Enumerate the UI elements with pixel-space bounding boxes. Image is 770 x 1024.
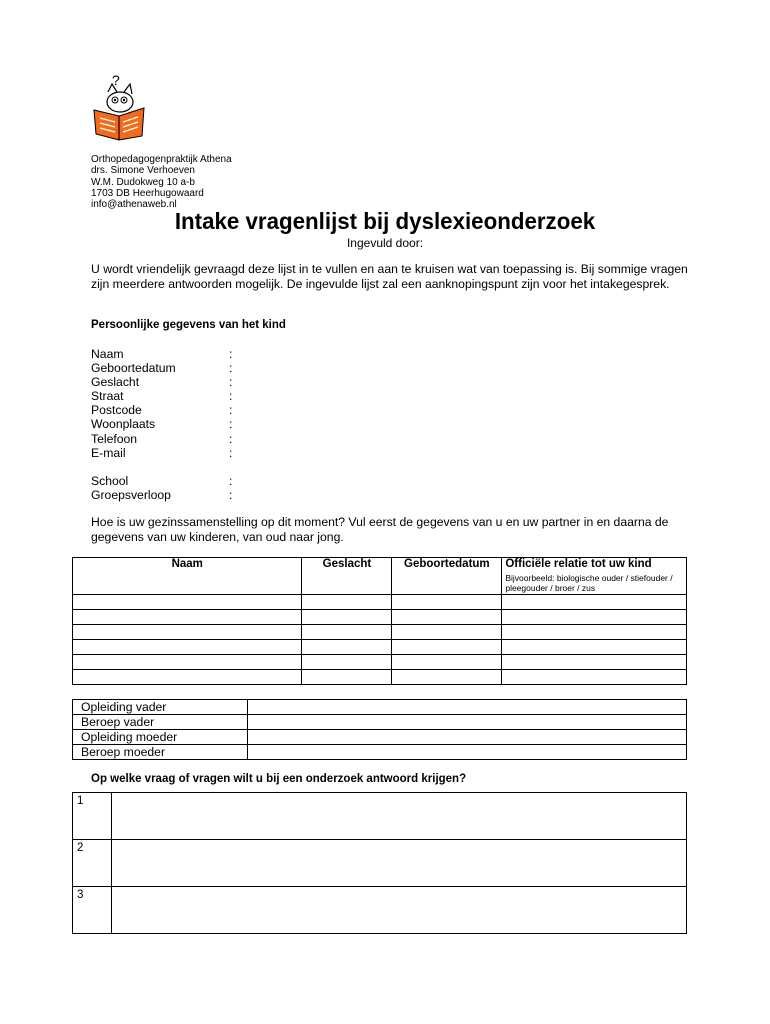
research-questions-heading: Op welke vraag of vragen wilt u bij een onderzoek antwoord krijgen? [91,773,467,785]
col-header-relatie-label: Officiële relatie tot uw kind [505,558,652,570]
col-header-naam: Naam [73,558,302,595]
org-contact-person: drs. Simone Verhoeven [91,165,195,177]
table-cell[interactable] [502,625,687,640]
personal-details-list [91,347,251,502]
table-cell[interactable] [73,640,302,655]
field-postcode[interactable]: Postcode : [91,403,233,418]
field-telefoon[interactable]: Telefoon : [91,431,233,446]
question-answer-field[interactable] [112,793,687,840]
field-geslacht[interactable]: Geslacht : [91,375,233,390]
table-cell[interactable] [502,640,687,655]
athena-logo-icon [90,72,148,142]
field-groepsverloop[interactable]: Groepsverloop : [91,487,233,502]
table-row [73,670,687,685]
col-header-geslacht: Geslacht [302,558,392,595]
org-email: info@athenaweb.nl [91,199,177,211]
table-cell[interactable] [73,610,302,625]
table-row [73,715,687,730]
beroep-moeder-label: Beroep moeder [73,745,248,760]
table-cell[interactable] [302,670,392,685]
table-cell[interactable] [392,625,502,640]
table-row [73,793,687,840]
opleiding-moeder-label: Opleiding moeder [73,730,248,745]
page-title: Intake vragenlijst bij dyslexieonderzoek [174,208,596,234]
table-row [73,840,687,887]
table-cell[interactable] [302,655,392,670]
relation-example-text: Bijvoorbeeld: biologische ouder / stiefouder / pleegouder / broer / zus [505,573,673,593]
field-school[interactable]: School : [91,473,233,488]
table-row [73,625,687,640]
filled-in-by-label: Ingevuld door: [346,236,424,250]
beroep-moeder-input[interactable] [248,745,687,760]
beroep-vader-label: Beroep vader [73,715,248,730]
opleiding-vader-input[interactable] [248,700,687,715]
question-answer-field[interactable] [112,840,687,887]
field-straat[interactable]: Straat : [91,389,233,404]
research-questions-table [72,792,687,934]
table-row [73,730,687,745]
table-row [73,887,687,934]
family-table [72,557,687,685]
field-spacer [91,460,251,474]
table-row [73,595,687,610]
table-cell[interactable] [392,610,502,625]
personal-details-heading: Persoonlijke gegevens van het kind [91,319,286,331]
organization-address [91,154,232,210]
table-row [73,640,687,655]
question-number: 2 [73,840,112,887]
table-cell[interactable] [73,655,302,670]
table-row [73,655,687,670]
org-name: Orthopedagogenpraktijk Athena [91,154,232,165]
field-naam[interactable]: Naam : [91,347,233,361]
table-cell[interactable] [502,655,687,670]
table-cell[interactable] [302,595,392,610]
family-composition-question: Hoe is uw gezinssamenstelling op dit moment? Vul eerst de gegevens van u en uw partner in en daarna de gegevens van uw kinderen, van oud naar jong. [91,515,669,544]
field-geboortedatum[interactable]: Geboortedatum : [91,361,233,376]
table-cell[interactable] [73,625,302,640]
table-row [73,700,687,715]
question-answer-field[interactable] [112,887,687,934]
table-cell[interactable] [392,595,502,610]
table-row [73,745,687,760]
question-number: 1 [73,793,112,840]
table-cell[interactable] [73,595,302,610]
beroep-vader-input[interactable] [248,715,687,730]
table-cell[interactable] [392,670,502,685]
family-table-header [73,558,687,595]
opleiding-moeder-input[interactable] [248,730,687,745]
table-cell[interactable] [302,625,392,640]
field-woonplaats[interactable]: Woonplaats : [91,417,233,432]
parents-education-table [72,699,687,760]
table-cell[interactable] [502,610,687,625]
table-cell[interactable] [392,640,502,655]
col-header-geboortedatum: Geboortedatum [392,558,502,595]
question-number: 3 [73,887,112,934]
table-cell[interactable] [392,655,502,670]
field-email[interactable]: E-mail : [91,445,233,460]
opleiding-vader-label: Opleiding vader [73,700,248,715]
org-street: W.M. Dudokweg 10 a-b [91,176,195,188]
table-cell[interactable] [73,670,302,685]
table-cell[interactable] [502,670,687,685]
svg-text:?: ? [112,72,120,88]
table-row [73,610,687,625]
table-cell[interactable] [302,640,392,655]
intro-text: U wordt vriendelijk gevraagd deze lijst in te vullen en aan te kruisen wat van toepassing is. Bij sommige vragen zijn meerdere antwoorden mogelijk. De ingevulde lijst zal een aanknopingspunt zijn voor het intakegesprek. [91,262,688,291]
col-header-relatie [502,558,687,595]
org-city: 1703 DB Heerhugowaard [91,187,204,199]
table-cell[interactable] [302,610,392,625]
table-cell[interactable] [502,595,687,610]
